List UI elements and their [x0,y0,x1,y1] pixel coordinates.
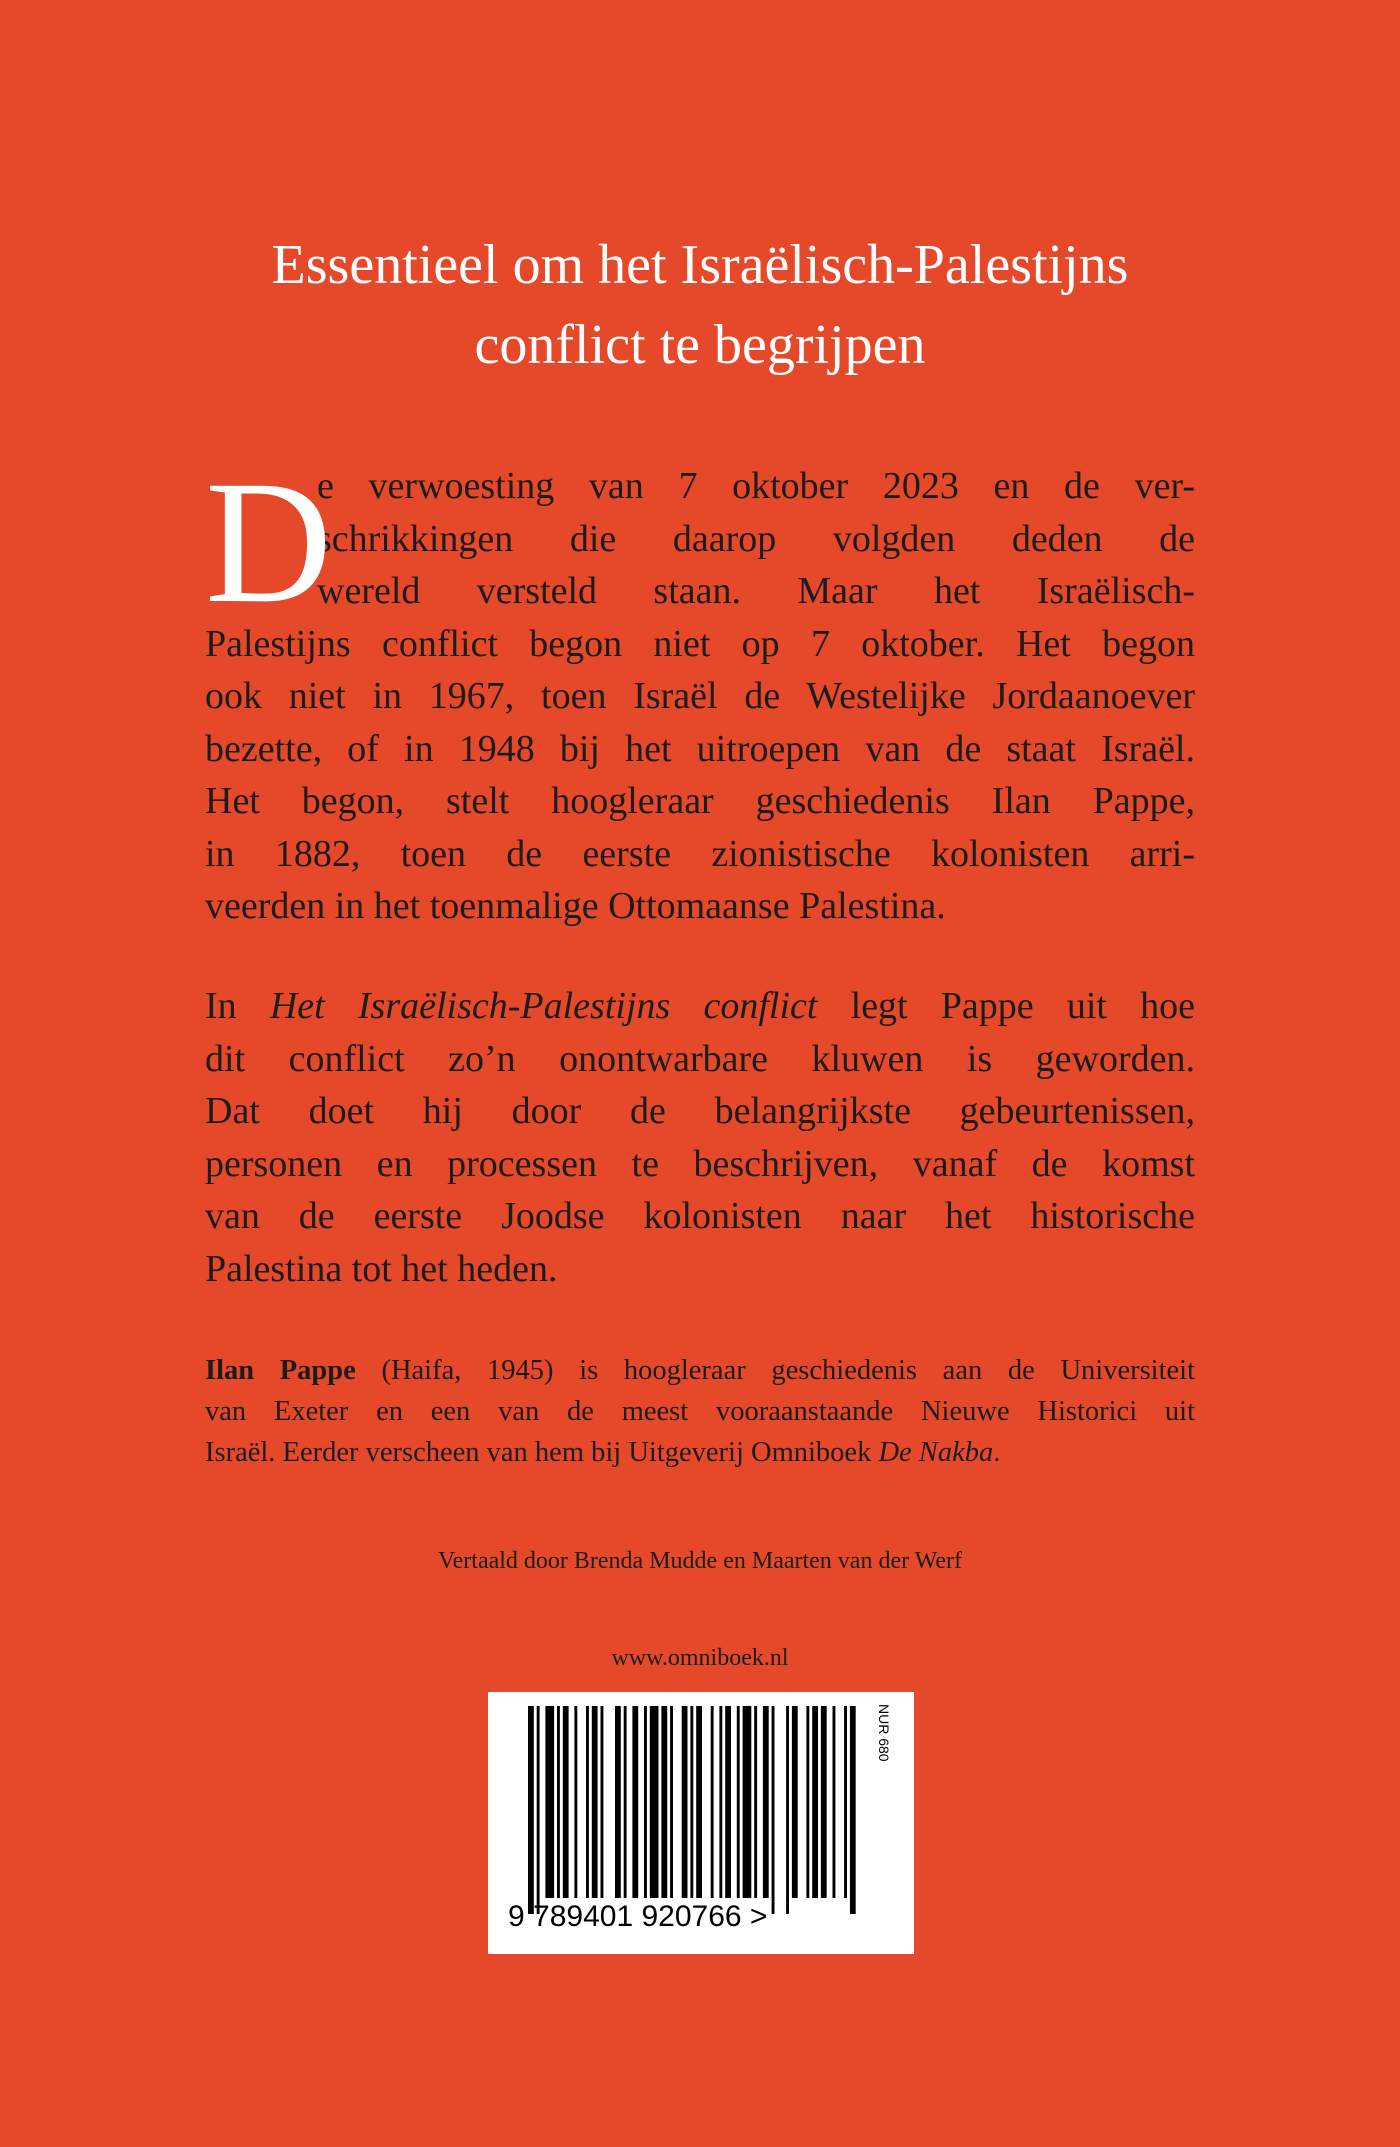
intro-line: veerden in het toenmalige Ottomaanse Palestina. [205,885,946,927]
bio-text: . [993,1437,1001,1468]
barcode-bar [574,1706,577,1898]
summary-line: dit conflict zo’n onontwarbare kluwen is geworden. [205,1037,1195,1080]
translators-credit: Vertaald door Brenda Mudde en Maarten van der Werf [437,1548,963,1574]
barcode-bar [850,1706,856,1914]
barcode-bar [682,1706,688,1898]
summary-paragraph [205,980,1195,1295]
summary-line: Dat doet hij door de belangrijkste gebeurtenissen, [205,1090,1195,1132]
intro-line: bezette, of in 1948 bij het uitroepen van de staat Israël. [205,727,1195,770]
barcode-bar [812,1706,818,1898]
intro-line: Palestijns conflict begon niet op 7 oktober. Het begon [205,622,1195,665]
summary-text: legt Pappe uit hoe [817,985,1196,1027]
barcode-bar [833,1706,836,1898]
barcode-bar [545,1706,554,1898]
summary-line: personen en processen te beschrijven, vanaf de komst [205,1142,1195,1185]
barcode-bar [615,1706,621,1898]
barcode-bar [644,1706,647,1898]
barcode-bar [537,1706,540,1914]
barcode-bar [661,1706,667,1898]
barcode-bar [557,1706,560,1898]
cover-headline [0,225,1400,385]
barcode-bar [821,1706,827,1898]
author-bio [205,1350,1195,1473]
barcode-bar [786,1706,789,1914]
isbn-barcode [488,1692,914,1954]
barcode-bar [696,1706,702,1898]
headline-line-2: conflict te begrijpen [474,314,926,376]
barcode-bar [772,1706,775,1914]
intro-line: Het begon, stelt hoogleraar geschiedenis Ilan Pappe, [205,780,1195,822]
summary-text: In [205,985,270,1027]
barcode-bar [725,1706,731,1898]
barcode-bar [743,1706,752,1898]
barcode-bar [563,1706,569,1898]
summary-line: Palestina tot het heden. [205,1247,558,1290]
barcode-bar [690,1706,693,1898]
bio-text: (Haifa, 1945) is hoogleraar geschiedenis aan de Universiteit [355,1355,1196,1386]
barcode-bar [528,1706,534,1914]
intro-line: schrikkingen die daarop volgden deden de [317,517,1195,560]
barcode-bar [624,1706,627,1898]
barcode-bar [632,1706,638,1898]
other-book-title: De Nakba [878,1437,994,1468]
isbn-number: 9 789401 920766 > [508,1900,768,1933]
barcode-bar [792,1706,798,1898]
barcode-bar [586,1706,589,1898]
intro-line: wereld versteld staan. Maar het Israëlisch- [317,570,1195,612]
intro-line: ook niet in 1967, toen Israël de Westelijke Jordaanoever [205,675,1195,717]
intro-line: e verwoesting van 7 oktober 2023 en de ver- [317,465,1195,507]
barcode-bar [754,1706,757,1898]
headline-line-1: Essentieel om het Israëlisch-Palestijns [271,234,1129,296]
bio-line: van Exeter en een van de meest vooraanstaande Nieuwe Historici uit [205,1396,1195,1427]
barcode-bar [719,1706,722,1898]
barcode-bar [592,1706,598,1898]
barcode-bar [844,1706,847,1898]
bio-line [205,1350,1195,1391]
summary-line: van de eerste Joodse kolonisten naar het historische [205,1195,1195,1237]
book-title: Het Israëlisch-Palestijns conflict [269,985,818,1027]
publisher-website: www.omniboek.nl [611,1645,789,1671]
author-name: Ilan Pappe [205,1355,356,1386]
barcode-bar [806,1706,809,1898]
summary-line [205,980,1195,1033]
barcode-bar [601,1706,604,1898]
intro-paragraph [205,445,1195,933]
barcode-bar [670,1706,673,1898]
barcode-bar [650,1706,659,1898]
bio-line [205,1432,1195,1473]
drop-cap: D [205,445,333,640]
barcode-bar [711,1706,714,1898]
barcode-bar [737,1706,740,1898]
intro-line: in 1882, toen de eerste zionistische kolonisten arri- [205,832,1195,875]
barcode-bar [763,1706,769,1898]
nur-code: NUR 680 [876,1704,892,1762]
bio-text: Israël. Eerder verscheen van hem bij Uitgeverij Omniboek [205,1437,879,1468]
